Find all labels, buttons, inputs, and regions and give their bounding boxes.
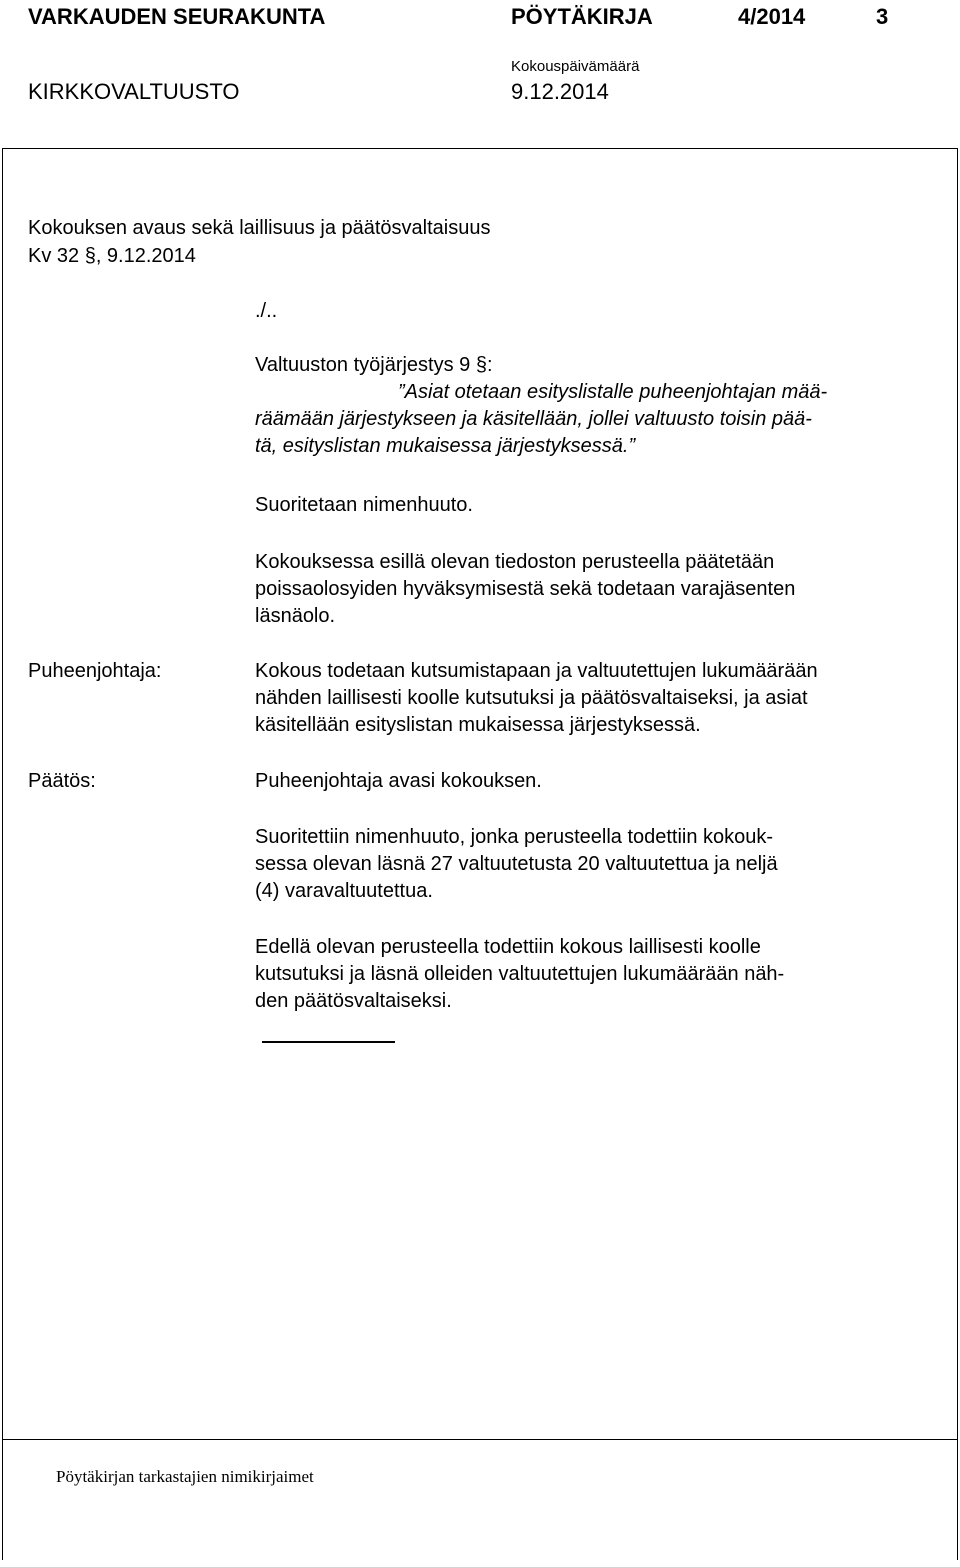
rule-quote-line: räämään järjestykseen ja käsitellään, jollei valtuusto toisin pää- (255, 408, 812, 430)
chair-line: nähden laillisesti koolle kutsutuksi ja päätösvaltaiseksi, ja asiat (255, 687, 808, 709)
chair-label: Puheenjohtaja: (28, 660, 162, 682)
decision-label: Päätös: (28, 770, 96, 792)
document-type: PÖYTÄKIRJA (511, 4, 653, 29)
absence-line: poissaolosyiden hyväksymisestä sekä todetaan varajäsenten (255, 578, 796, 600)
rule-quote-line: tä, esityslistan mukaisessa järjestyksessä.” (255, 435, 636, 457)
decision-opened: Puheenjohtaja avasi kokouksen. (255, 770, 542, 792)
section-end-divider (262, 1041, 395, 1043)
decision-conclusion (255, 934, 915, 1015)
page-number: 3 (876, 4, 889, 29)
decision-rollcall-line: (4) varavaltuutettua. (255, 880, 433, 902)
rule-quote-line: ”Asiat otetaan esityslistalle puheenjohtajan mää- (398, 381, 828, 403)
absence-line: Kokouksessa esillä olevan tiedoston perusteella päätetään (255, 551, 775, 573)
frame-top-border (2, 148, 958, 149)
absence-line: läsnäolo. (255, 605, 336, 627)
rollcall-text: Suoritetaan nimenhuuto. (255, 494, 473, 516)
frame-right-border (957, 148, 958, 1560)
signature-area-border (2, 1439, 958, 1440)
chair-proposal (255, 658, 915, 739)
absence-paragraph (255, 549, 915, 630)
rule-quote (255, 379, 915, 460)
section-reference: Kv 32 §, 9.12.2014 (28, 245, 196, 267)
decision-conclusion-line: kutsutuksi ja läsnä olleiden valtuutettujen lukumäärään näh- (255, 963, 785, 985)
council-name: KIRKKOVALTUUSTO (28, 79, 240, 104)
frame-left-border (2, 148, 3, 1560)
meeting-date: 9.12.2014 (511, 79, 609, 104)
meeting-date-label: Kokouspäivämäärä (511, 58, 640, 75)
decision-rollcall-line: Suoritettiin nimenhuuto, jonka perusteella todettiin kokouk- (255, 826, 774, 848)
decision-conclusion-line: den päätösvaltaiseksi. (255, 990, 452, 1012)
rule-intro: Valtuuston työjärjestys 9 §: (255, 354, 493, 376)
continuation-marker: ./.. (255, 300, 278, 322)
signatures-label: Pöytäkirjan tarkastajien nimikirjaimet (56, 1467, 314, 1486)
chair-line: käsitellään esityslistan mukaisessa järjestyksessä. (255, 714, 701, 736)
section-title: Kokouksen avaus sekä laillisuus ja päätösvaltaisuus (28, 217, 491, 239)
document-number: 4/2014 (738, 4, 806, 29)
chair-line: Kokous todetaan kutsumistapaan ja valtuutettujen lukumäärään (255, 660, 818, 682)
decision-rollcall-line: sessa olevan läsnä 27 valtuutetusta 20 valtuutettua ja neljä (255, 853, 778, 875)
decision-rollcall (255, 824, 915, 905)
decision-conclusion-line: Edellä olevan perusteella todettiin kokous laillisesti koolle (255, 936, 761, 958)
parish-name: VARKAUDEN SEURAKUNTA (28, 4, 326, 29)
